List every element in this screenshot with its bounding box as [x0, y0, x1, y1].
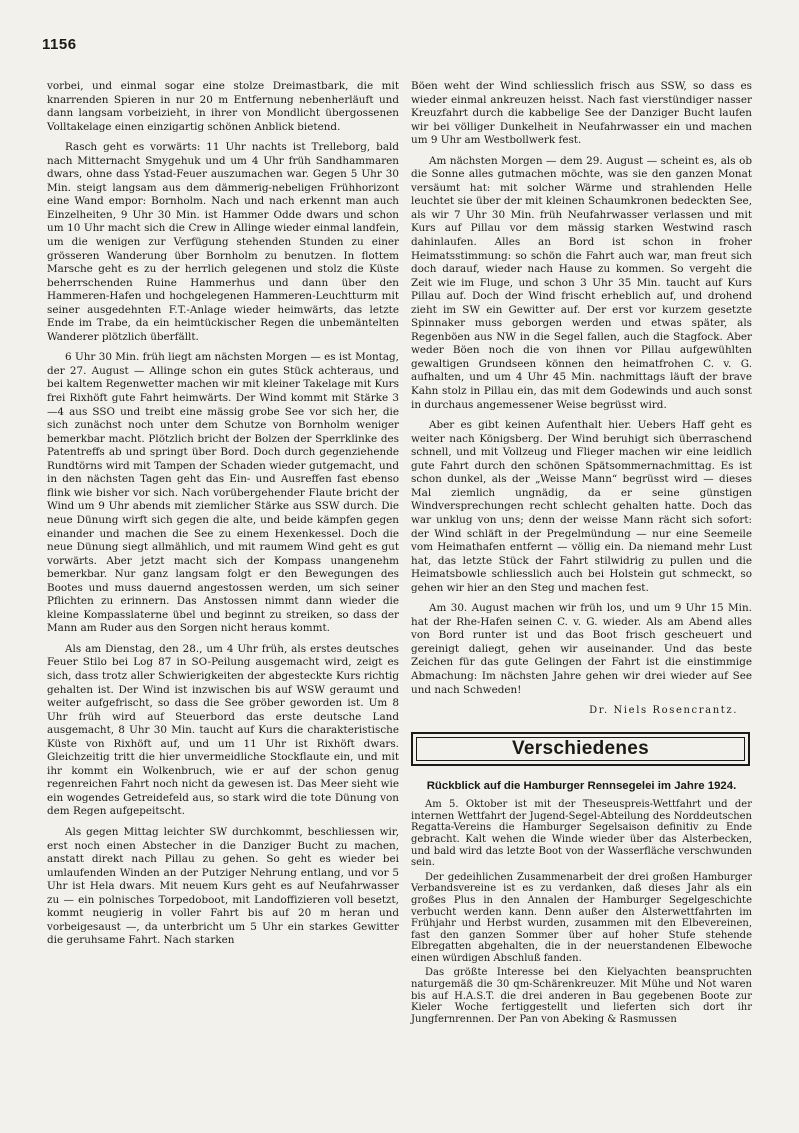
- paragraph: Aber es gibt keinen Aufenthalt hier. Uebers Haff geht es weiter nach Königsberg. Der Wind beruhigt sich überraschend schnell, und mit Vollzeug und Flieger machen wir eine leidlich gute Fahrt durch den schönen Spätsommernachmittag. Es ist schon dunkel, als der „Weisse Mann“ begrüsst wird — dieses Mal ziemlich ungnädig, da er seine günstigen Windversprechungen recht schlecht gehalten hatte. Doch das war unklug von uns; denn der weisse Mann rächt sich sofort: der Wind schläft in der Pregelmündung — nur eine Seemeile vom Heimathafen entfernt — völlig ein. Da niemand mehr Lust hat, das letzte Stück der Fahrt stilwidrig zu pullen und die Heimatsbowle schliesslich auch bei Holstein gut schmeckt, so gehen wir hier an den Steg und machen fest.: [411, 419, 752, 594]
- paragraph: Am 30. August machen wir früh los, und um 9 Uhr 15 Min. hat der Rhe-Hafen seinen C. v. G. wieder. Als am Abend alles von Bord runter ist und das Boot frisch gescheuert und gereinigt daliegt, gehen wir auseinander. Und das beste Zeichen für das gute Gelingen der Fahrt ist die einstimmige Abmachung: Im nächsten Jahre gehen wir drei wieder auf See und nach Schweden!: [411, 602, 752, 696]
- paragraph: Als am Dienstag, den 28., um 4 Uhr früh, als erstes deutsches Feuer Stilo bei Log 87 in SO-Peilung ausgemacht wird, zeigt es sich, dass trotz aller Schwierigkeiten der abgesteckte Kurs richtig gehalten ist. Der Wind ist inzwischen bis auf WSW geraumt und weiter aufgefrischt, so dass die See gröber geworden ist. Um 8 Uhr früh wird auf Steuerbord das erste deutsche Land ausgemacht, 8 Uhr 30 Min. taucht auf Kurs die charakteristische Küste von Rixhöft auf, und um 11 Uhr ist Rixhöft dwars. Gleichzeitig tritt die hier unvermeidliche Stockflaute ein, und mit ihr kommt ein Wolkenbruch, wie er auf der schon genug regenreichen Fahrt noch nicht da gewesen ist. Das Meer sieht wie ein wogendes Getreidefeld aus, so stark wird die tote Dünung von dem Regen aufgepeitscht.: [47, 642, 399, 818]
- paragraph: vorbei, und einmal sogar eine stolze Dreimastbark, die mit knarrenden Spieren in nur 20 m Entfernung nebenherläuft und dann langsam vorbeizieht, in ihrer von Mondlicht übergossenen Volltakelage einen einzigartig schönen Anblick bietend.: [47, 80, 399, 133]
- left-column: [47, 80, 399, 955]
- section-header-box: [411, 732, 750, 766]
- paragraph: Am nächsten Morgen — dem 29. August — scheint es, als ob die Sonne alles gutmachen möchte, was sie den ganzen Monat versäumt hat: mit solcher Wärme und strahlenden Helle leuchtet sie über der mit kleinen Schaumkronen bedeckten See, als wir 7 Uhr 30 Min. früh Neufahrwasser verlassen und mit Kurs auf Pillau vor dem mässig starken Westwind rasch dahinlaufen. Alles an Bord ist schon in froher Heimatsstimmung: so schön die Fahrt auch war, man freut sich doch darauf, wieder nach Hause zu kommen. So vergeht die Zeit wie im Fluge, und schon 3 Uhr 35 Min. taucht auf Kurs Pillau auf. Doch der Wind frischt erheblich auf, und drohend zieht im SW ein Gewitter auf. Der erst vor kurzem gesetzte Spinnaker muss geborgen werden und etwas später, als Regenböen aus NW in die Segel fallen, auch die Stagfock. Aber weder Böen noch die von ihnen vor Pillau aufgewühlten gewaltigen Grundseen können den heimatfrohen C. v. G. aufhalten, und um 4 Uhr 45 Min. nachmittags läuft der brave Kahn stolz in Pillau ein, das mit dem Godewinds und auch sonst in durchaus angemessener Weise begrüsst wird.: [411, 154, 752, 411]
- author-signature: Dr. Niels Rosencrantz.: [589, 705, 738, 717]
- right-column: [411, 80, 752, 1028]
- paragraph: 6 Uhr 30 Min. früh liegt am nächsten Morgen — es ist Montag, der 27. August — Allinge schon ein gutes Stück achteraus, und bei kaltem Regenwetter machen wir mit kleiner Takelage mit Kurs frei Rixhöft gute Fahrt heimwärts. Der Wind kommt mit Stärke 3—4 aus SSO und treibt eine mässig grobe See vor sich her, die sich zunächst noch unter dem Schutze von Bornholm weniger bemerkbar macht. Plötzlich bricht der Bolzen der Sperrklinke des Patentreffs ab und springt über Bord. Doch durch gegenziehende Rundtörns wird mit Tampen der Schaden wieder gutgemacht, und in den nächsten Tagen geht das Ein- und Ausreffen fast ebenso flink wie bisher vor sich. Nach vorübergehender Flaute bricht der Wind um 9 Uhr abends mit ziemlicher Stärke aus SSW durch. Die neue Dünung wirft sich gegen die alte, und beide kämpfen gegen einander und machen die See zu einem Hexenkessel. Doch die neue Dünung siegt allmählich, und mit raumem Wind geht es gut vorwärts. Aber jetzt macht sich der Kompass unangenehm bemerkbar. Nur ganz langsam folgt er den Bewegungen des Bootes und muss dauernd angestossen werden, um sich seiner Pflichten zu erinnern. Das Anstossen nimmt dann wieder die kleine Kompasslaterne übel und beginnt zu streiken, so dass der Mann am Ruder aus den Sorgen nicht heraus kommt.: [47, 351, 399, 635]
- paragraph: Das größte Interesse bei den Kielyachten beanspruchten naturgemäß die 30 qm-Schärenkreuzer. Mit Mühe und Not waren bis auf H.A.S.T. die drei anderen in Bau gegebenen Boote zur Kieler Woche fertiggestellt und lieferten sich dort ihr Jungfernrennen. Der Pan von Abeking & Rasmussen: [411, 967, 752, 1025]
- paragraph: Am 5. Oktober ist mit der Theseuspreis-Wettfahrt und der internen Wettfahrt der Jugend-Segel-Abteilung des Norddeutschen Regatta-Vereins die Hamburger Segelsaison definitiv zu Ende gebracht. Kalt wehen die Winde wieder über das Alsterbecken, und bald wird das letzte Boot von der Wasserfläche verschwunden sein.: [411, 799, 752, 869]
- paragraph: Als gegen Mittag leichter SW durchkommt, beschliessen wir, erst noch einen Abstecher in die Danziger Bucht zu machen, anstatt direkt nach Pillau zu gehen. So geht es wieder bei umlaufenden Winden an der Putziger Nehrung entlang, und vor 5 Uhr ist Hela dwars. Mit neuem Kurs geht es auf Neufahrwasser zu — ein polnisches Torpedoboot, mit Landoffizieren voll besetzt, kommt neugierig in voller Fahrt bis auf 20 m heran und vorbeigesaust —, da unterbricht um 5 Uhr ein starkes Gewitter die geruhsame Fahrt. Nach starken: [47, 825, 399, 947]
- section-title: Verschiedenes: [512, 737, 649, 759]
- paragraph: Böen weht der Wind schliesslich frisch aus SSW, so dass es wieder einmal ankreuzen heisst. Nach fast vierstündiger nasser Kreuzfahrt durch die kabbelige See der Danziger Bucht laufen wir bei völliger Dunkelheit in Neufahrwasser ein und machen um 9 Uhr am Westbollwerk fest.: [411, 80, 752, 147]
- page-number: 1156: [42, 36, 77, 53]
- article-body: [411, 799, 752, 1025]
- paragraph: Der gedeihlichen Zusammenarbeit der drei großen Hamburger Verbandsvereine ist es zu verdanken, daß dieses Jahr als ein großes Plus in den Annalen der Hamburger Segelgeschichte verbucht werden kann. Denn außer den Alsterwettfahrten im Frühjahr und Herbst wurden, zusammen mit den Elbevereinen, fast den ganzen Sommer über auf hoher Stufe stehende Elbregatten abgehalten, die in der neuerstandenen Elbewoche einen würdigen Abschluß fanden.: [411, 871, 752, 964]
- article-heading: Rückblick auf die Hamburger Rennsegelei im Jahre 1924.: [426, 779, 737, 792]
- paragraph: Rasch geht es vorwärts: 11 Uhr nachts ist Trelleborg, bald nach Mitternacht Smygehuk und um 4 Uhr früh Sandhammaren dwars, ohne dass Ystad-Feuer auszumachen war. Gegen 5 Uhr 30 Min. steigt langsam aus dem dämmerig-nebeligen Frühhorizont eine Wand empor: Bornholm. Nach und nach erkennt man auch Einzelheiten, 9 Uhr 30 Min. ist Hammer Odde dwars und schon um 10 Uhr macht sich die Crew in Allinge wieder einmal landfein, um die wenigen zur Verfügung stehenden Stunden zu einer grösseren Wanderung über Bornholm zu benutzen. In flottem Marsche geht es zu der herrlich gelegenen und stolz die Küste beherrschenden Ruine Hammerhus und dann über den Hammeren-Hafen und hochgelegenen Hammeren-Leuchtturm mit seiner ausgedehnten F.T.-Anlage wieder heimwärts, das letzte Ende im Trabe, da ein heimtückischer Regen die unbemäntelten Wanderer plötzlich überfällt.: [47, 141, 399, 343]
